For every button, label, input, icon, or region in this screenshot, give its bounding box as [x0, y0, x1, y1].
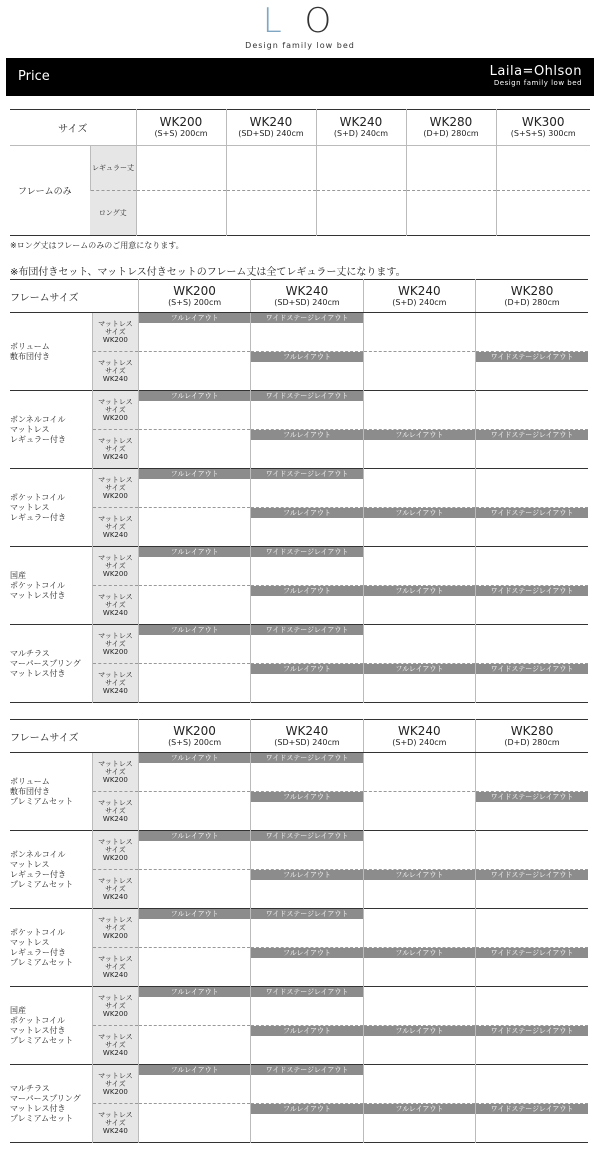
table-row: [10, 508, 588, 547]
full-layout-badge: フルレイアウト: [139, 391, 250, 401]
mattress-size-wk240-label: マットレス サイズ WK240: [92, 508, 138, 547]
size-col: WK280 (D+D) 280cm: [476, 280, 588, 313]
full-layout-badge: フルレイアウト: [251, 948, 362, 958]
wide-stage-layout-badge: ワイドステージレイアウト: [476, 1104, 588, 1114]
table-header-row: [10, 720, 588, 753]
set-category-label: ボリューム 敷布団付き: [10, 313, 92, 391]
mattress-size-wk200-label: マットレス サイズ WK200: [92, 391, 138, 430]
mattress-size-wk240-label: マットレス サイズ WK240: [92, 430, 138, 469]
table-row: [10, 1104, 588, 1143]
full-layout-badge: フルレイアウト: [364, 1026, 475, 1036]
table-row: [10, 831, 588, 870]
set-note: ※布団付きセット、マットレス付きセットのフレーム丈は全てレギュラー丈になります。: [10, 267, 406, 278]
table-row: [10, 391, 588, 430]
mattress-size-wk240-label: マットレス サイズ WK240: [92, 664, 138, 703]
wide-stage-layout-badge: ワイドステージレイアウト: [251, 1065, 362, 1075]
full-layout-badge: フルレイアウト: [251, 352, 362, 362]
frame-only-price-table: [10, 109, 590, 236]
full-layout-badge: フルレイアウト: [139, 831, 250, 841]
full-layout-badge: フルレイアウト: [251, 586, 362, 596]
table-header-row: [10, 280, 588, 313]
set-category-label: マルチラス マーパースプリング マットレス付き プレミアムセット: [10, 1065, 92, 1143]
size-col: WK240 (S+D) 240cm: [363, 280, 475, 313]
mattress-size-wk200-label: マットレス サイズ WK200: [92, 1065, 138, 1104]
full-layout-badge: フルレイアウト: [139, 753, 250, 763]
full-layout-badge: フルレイアウト: [364, 664, 475, 674]
full-layout-badge: フルレイアウト: [251, 508, 362, 518]
size-col: WK240 (SD+SD) 240cm: [251, 720, 363, 753]
table-row: [10, 352, 588, 391]
full-layout-badge: フルレイアウト: [139, 313, 250, 323]
wide-stage-layout-badge: ワイドステージレイアウト: [251, 391, 362, 401]
logo-mark: L O: [262, 1, 338, 41]
full-layout-badge: フルレイアウト: [251, 792, 362, 802]
table-row: [10, 753, 588, 792]
mattress-size-wk200-label: マットレス サイズ WK200: [92, 831, 138, 870]
size-col: WK240 (SD+SD) 240cm: [251, 280, 363, 313]
set-category-label: 国産 ポケットコイル マットレス付き プレミアムセット: [10, 987, 92, 1065]
mattress-size-wk240-label: マットレス サイズ WK240: [92, 1026, 138, 1065]
set-category-label: ポケットコイル マットレス レギュラー付き プレミアムセット: [10, 909, 92, 987]
long-length-label: ロング丈: [90, 191, 136, 236]
wide-stage-layout-badge: ワイドステージレイアウト: [476, 352, 588, 362]
size-col: WK240 (S+D) 240cm: [363, 720, 475, 753]
mattress-size-wk200-label: マットレス サイズ WK200: [92, 313, 138, 352]
full-layout-badge: フルレイアウト: [139, 987, 250, 997]
size-col: WK280 (D+D) 280cm: [476, 720, 588, 753]
size-col-wk200: WK200 (S+S) 200cm: [136, 110, 226, 146]
table-row: [10, 1026, 588, 1065]
full-layout-badge: フルレイアウト: [139, 1065, 250, 1075]
full-layout-badge: フルレイアウト: [364, 586, 475, 596]
wide-stage-layout-badge: ワイドステージレイアウト: [251, 313, 362, 323]
size-col: WK200 (S+S) 200cm: [138, 720, 250, 753]
table-row: [10, 146, 590, 191]
wide-stage-layout-badge: ワイドステージレイアウト: [251, 547, 362, 557]
mattress-size-wk200-label: マットレス サイズ WK200: [92, 909, 138, 948]
table-row: [10, 987, 588, 1026]
wide-stage-layout-badge: ワイドステージレイアウト: [476, 430, 588, 440]
section-title: Price: [18, 69, 50, 84]
full-layout-badge: フルレイアウト: [139, 547, 250, 557]
mattress-size-wk240-label: マットレス サイズ WK240: [92, 792, 138, 831]
wide-stage-layout-badge: ワイドステージレイアウト: [251, 753, 362, 763]
table-row: [10, 191, 590, 236]
table-row: [10, 547, 588, 586]
size-col-wk240-sdsd: WK240 (SD+SD) 240cm: [226, 110, 316, 146]
mattress-size-wk200-label: マットレス サイズ WK200: [92, 625, 138, 664]
full-layout-badge: フルレイアウト: [364, 1104, 475, 1114]
full-layout-badge: フルレイアウト: [251, 870, 362, 880]
full-layout-badge: フルレイアウト: [251, 1026, 362, 1036]
wide-stage-layout-badge: ワイドステージレイアウト: [476, 586, 588, 596]
mattress-size-wk200-label: マットレス サイズ WK200: [92, 547, 138, 586]
long-length-note: ※ロング丈はフレームのみのご用意になります。: [10, 241, 184, 250]
set-category-label: 国産 ポケットコイル マットレス付き: [10, 547, 92, 625]
wide-stage-layout-badge: ワイドステージレイアウト: [476, 1026, 588, 1036]
logo-subtitle: Design family low bed: [245, 41, 355, 50]
table-row: [10, 1065, 588, 1104]
mattress-size-wk200-label: マットレス サイズ WK200: [92, 753, 138, 792]
table-header-row: [10, 110, 590, 146]
brand-name: Laila=Ohlson: [489, 64, 582, 79]
frame-only-label: フレームのみ: [18, 187, 72, 197]
mattress-size-wk240-label: マットレス サイズ WK240: [92, 1104, 138, 1143]
set-category-label: ボンネルコイル マットレス レギュラー付き プレミアムセット: [10, 831, 92, 909]
table-row: [10, 664, 588, 703]
table-row: [10, 430, 588, 469]
wide-stage-layout-badge: ワイドステージレイアウト: [476, 870, 588, 880]
full-layout-badge: フルレイアウト: [251, 664, 362, 674]
wide-stage-layout-badge: ワイドステージレイアウト: [251, 469, 362, 479]
full-layout-badge: フルレイアウト: [364, 948, 475, 958]
size-col-wk280: WK280 (D+D) 280cm: [406, 110, 496, 146]
wide-stage-layout-badge: ワイドステージレイアウト: [476, 792, 588, 802]
mattress-size-wk240-label: マットレス サイズ WK240: [92, 586, 138, 625]
set-category-label: ボンネルコイル マットレス レギュラー付き: [10, 391, 92, 469]
wide-stage-layout-badge: ワイドステージレイアウト: [476, 508, 588, 518]
mattress-size-wk240-label: マットレス サイズ WK240: [92, 948, 138, 987]
mattress-size-wk200-label: マットレス サイズ WK200: [92, 987, 138, 1026]
price-header-bar: [6, 58, 594, 96]
wide-stage-layout-badge: ワイドステージレイアウト: [251, 909, 362, 919]
regular-length-label: レギュラー丈: [90, 146, 136, 191]
wide-stage-layout-badge: ワイドステージレイアウト: [476, 664, 588, 674]
size-col-wk300: WK300 (S+S+S) 300cm: [496, 110, 590, 146]
logo: [0, 2, 600, 50]
table-row: [10, 625, 588, 664]
table-row: [10, 586, 588, 625]
wide-stage-layout-badge: ワイドステージレイアウト: [476, 948, 588, 958]
wide-stage-layout-badge: ワイドステージレイアウト: [251, 987, 362, 997]
size-header: サイズ: [10, 110, 136, 146]
full-layout-badge: フルレイアウト: [139, 625, 250, 635]
table-row: [10, 469, 588, 508]
full-layout-badge: フルレイアウト: [364, 430, 475, 440]
frame-size-header: フレームサイズ: [10, 280, 138, 313]
wide-stage-layout-badge: ワイドステージレイアウト: [251, 831, 362, 841]
set-price-table: [10, 279, 588, 703]
set-category-label: ポケットコイル マットレス レギュラー付き: [10, 469, 92, 547]
mattress-size-wk200-label: マットレス サイズ WK200: [92, 469, 138, 508]
full-layout-badge: フルレイアウト: [139, 469, 250, 479]
mattress-size-wk240-label: マットレス サイズ WK240: [92, 352, 138, 391]
mattress-size-wk240-label: マットレス サイズ WK240: [92, 870, 138, 909]
table-row: [10, 313, 588, 352]
table-row: [10, 909, 588, 948]
full-layout-badge: フルレイアウト: [251, 1104, 362, 1114]
full-layout-badge: フルレイアウト: [251, 430, 362, 440]
full-layout-badge: フルレイアウト: [139, 909, 250, 919]
table-row: [10, 948, 588, 987]
set-category-label: ボリューム 敷布団付き プレミアムセット: [10, 753, 92, 831]
premium-set-price-table: [10, 719, 588, 1143]
table-row: [10, 870, 588, 909]
brand-subtitle: Design family low bed: [493, 79, 582, 87]
frame-size-header: フレームサイズ: [10, 720, 138, 753]
size-col: WK200 (S+S) 200cm: [138, 280, 250, 313]
size-col-wk240-sd: WK240 (S+D) 240cm: [316, 110, 406, 146]
set-category-label: マルチラス マーパースプリング マットレス付き: [10, 625, 92, 703]
wide-stage-layout-badge: ワイドステージレイアウト: [251, 625, 362, 635]
full-layout-badge: フルレイアウト: [364, 870, 475, 880]
full-layout-badge: フルレイアウト: [364, 508, 475, 518]
brand-logo: [490, 64, 582, 87]
table-row: [10, 792, 588, 831]
